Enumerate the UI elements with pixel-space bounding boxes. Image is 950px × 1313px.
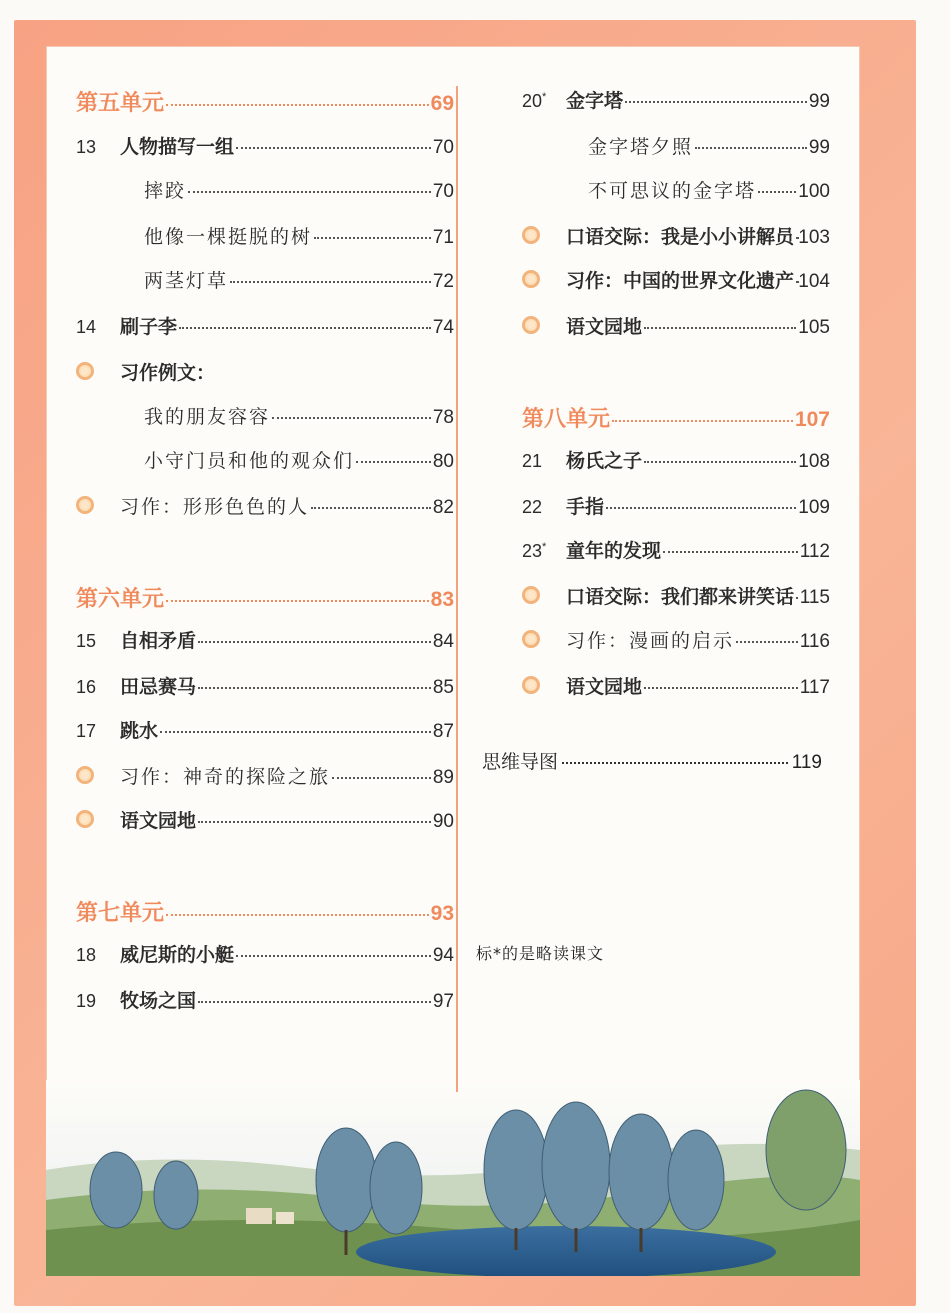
entry-title: 语文园地 [566,676,643,698]
landscape-illustration [46,1080,860,1276]
toc-entry-lesson[interactable] [522,536,830,563]
dot-leader [198,821,431,823]
entry-title: 第六单元 [76,587,165,612]
circle-bullet-icon [522,675,566,693]
page-number: 108 [798,451,830,472]
toc-entry-lesson[interactable] [76,132,454,159]
toc-entry-bullet[interactable] [76,762,454,789]
toc-entry-lesson[interactable] [522,86,830,113]
entry-title: 两茎灯草 [144,270,229,292]
toc-entry-bullet[interactable] [522,266,830,293]
dot-leader [736,641,798,643]
lesson-number: 15 [76,631,97,651]
lesson-number: 19 [76,991,97,1011]
dot-leader [272,417,431,419]
entry-title: 不可思议的金字塔 [588,180,757,202]
page-number: 72 [432,271,454,292]
entry-title: 摔跤 [144,180,187,202]
circle-bullet-icon [76,765,120,783]
toc-entry-unit[interactable] [76,582,454,613]
page-number: 70 [432,181,454,202]
entry-title: 刷子李 [120,316,178,338]
page-number: 83 [430,588,454,611]
dot-leader [695,147,807,149]
dot-leader [160,731,431,733]
toc-entry-sub[interactable] [144,446,454,473]
page-number: 90 [432,811,454,832]
circle-bullet-icon [522,629,566,647]
page-number: 87 [432,721,454,742]
circle-bullet-icon [522,585,566,603]
page-number: 116 [799,631,830,652]
dot-leader [198,641,431,643]
page-number: 99 [808,91,830,112]
dot-leader [758,191,796,193]
toc-entry-sub[interactable] [144,266,454,293]
entry-title: 第五单元 [76,91,165,116]
page-number: 109 [798,497,830,518]
page-number: 94 [432,945,454,966]
entry-title: 习作：形形色色的人 [120,496,310,518]
lesson-number: 14 [76,317,97,337]
page-number: 105 [798,317,830,338]
dot-leader [198,1001,431,1003]
page-number: 117 [799,677,830,698]
entry-title: 人物描写一组 [120,136,235,158]
circle-bullet-icon [522,269,566,287]
circle-bullet-icon [76,361,120,379]
lesson-number: 23* [522,541,547,561]
dot-leader [166,914,429,916]
entry-title: 习作：漫画的启示 [566,630,735,652]
entry-title: 童年的发现 [566,540,662,562]
toc-entry-lesson[interactable] [76,986,454,1013]
toc-entry-lesson[interactable] [522,446,830,473]
toc-entry-lesson[interactable] [76,940,454,967]
page-number: 70 [432,137,454,158]
page-number: 80 [432,451,454,472]
toc-entry-sub[interactable] [588,176,830,203]
dot-leader [796,597,798,599]
page-number: 103 [798,227,830,248]
toc-entry-bullet[interactable] [522,672,830,699]
toc-entry-bullet[interactable] [522,222,830,249]
dot-leader [663,551,798,553]
page-number: 99 [808,137,830,158]
toc-entry-bullet[interactable] [76,358,454,385]
toc-entry-unit[interactable] [76,86,454,117]
lesson-number: 13 [76,137,97,157]
toc-entry-bullet[interactable] [522,312,830,339]
dot-leader [644,687,798,689]
entry-title: 牧场之国 [120,990,197,1012]
toc-entry-sub[interactable] [144,176,454,203]
page-number: 89 [432,767,454,788]
entry-title: 跳水 [120,720,159,742]
dot-leader [562,762,788,764]
entry-title: 第八单元 [522,407,611,432]
lesson-number: 21 [522,451,543,471]
entry-title: 口语交际：我是小小讲解员 [566,226,795,248]
dot-leader [236,955,431,957]
circle-bullet-icon [522,315,566,333]
page-number: 74 [432,317,454,338]
page-number: 93 [430,902,454,925]
dot-leader [625,101,807,103]
toc-entry-lesson[interactable] [76,716,454,743]
mind-map-page: 119 [791,752,822,773]
page-number: 84 [432,631,454,652]
page-number: 69 [430,92,454,115]
dot-leader [612,420,793,422]
footnote: 标*的是略读课文 [476,944,605,963]
toc-entry-lesson[interactable] [76,672,454,699]
dot-leader [356,461,431,463]
dot-leader [314,237,431,239]
lesson-number: 16 [76,677,97,697]
entry-title: 田忌赛马 [120,676,197,698]
skim-reading-star: * [542,541,547,553]
entry-title: 金字塔 [566,90,624,112]
entry-title: 习作：神奇的探险之旅 [120,766,331,788]
entry-title: 杨氏之子 [566,450,643,472]
toc-entry-lesson[interactable] [76,626,454,653]
entry-title: 第七单元 [76,901,165,926]
circle-bullet-icon [76,809,120,827]
dot-leader [644,327,796,329]
page-number: 112 [799,541,830,562]
toc-entry-lesson[interactable] [522,492,830,519]
dot-leader [198,687,431,689]
toc-entry-bullet[interactable] [76,492,454,519]
dot-leader [236,147,431,149]
page-number: 100 [798,181,830,202]
entry-title: 手指 [566,496,605,518]
toc-entry-unit[interactable] [522,402,830,433]
lesson-number: 20* [522,91,547,111]
toc-entry-bullet[interactable] [522,582,830,609]
toc-entry-unit[interactable] [76,896,454,927]
entry-title: 语文园地 [120,810,197,832]
dot-leader [230,281,431,283]
dot-leader [644,461,796,463]
page-number: 97 [432,991,454,1012]
toc-entry-bullet[interactable] [76,806,454,833]
toc-entry-sub[interactable] [144,402,454,429]
page-number: 71 [432,227,454,248]
lesson-number: 22 [522,497,543,517]
circle-bullet-icon [522,225,566,243]
entry-title: 威尼斯的小艇 [120,944,235,966]
dot-leader [166,104,429,106]
dot-leader [179,327,431,329]
entry-title: 我的朋友容容 [144,406,271,428]
mind-map-entry[interactable] [482,747,822,774]
circle-bullet-icon [76,495,120,513]
toc-entry-lesson[interactable] [76,312,454,339]
entry-title: 小守门员和他的观众们 [144,450,355,472]
page-number: 115 [799,587,830,608]
dot-leader [606,507,796,509]
lesson-number: 18 [76,945,97,965]
entry-title: 语文园地 [566,316,643,338]
skim-reading-star: * [542,91,547,103]
mind-map-title: 思维导图 [482,751,559,773]
column-divider [456,86,458,1092]
page-number: 104 [798,271,830,292]
dot-leader [166,600,429,602]
toc-entry-bullet[interactable] [522,626,830,653]
entry-title: 自相矛盾 [120,630,197,652]
entry-title: 习作：中国的世界文化遗产 [566,270,795,292]
toc-panel [46,46,860,1276]
dot-leader [188,191,431,193]
entry-title: 习作例文： [120,362,216,384]
page-number: 107 [794,408,830,431]
page-number: 78 [432,407,454,428]
lesson-number: 17 [76,721,97,741]
dot-leader [332,777,431,779]
dot-leader [311,507,431,509]
toc-entry-sub[interactable] [144,222,454,249]
entry-title: 口语交际：我们都来讲笑话 [566,586,795,608]
entry-title: 金字塔夕照 [588,136,694,158]
entry-title: 他像一棵挺脱的树 [144,226,313,248]
page-number: 82 [432,497,454,518]
toc-entry-sub[interactable] [588,132,830,159]
page-number: 85 [432,677,454,698]
